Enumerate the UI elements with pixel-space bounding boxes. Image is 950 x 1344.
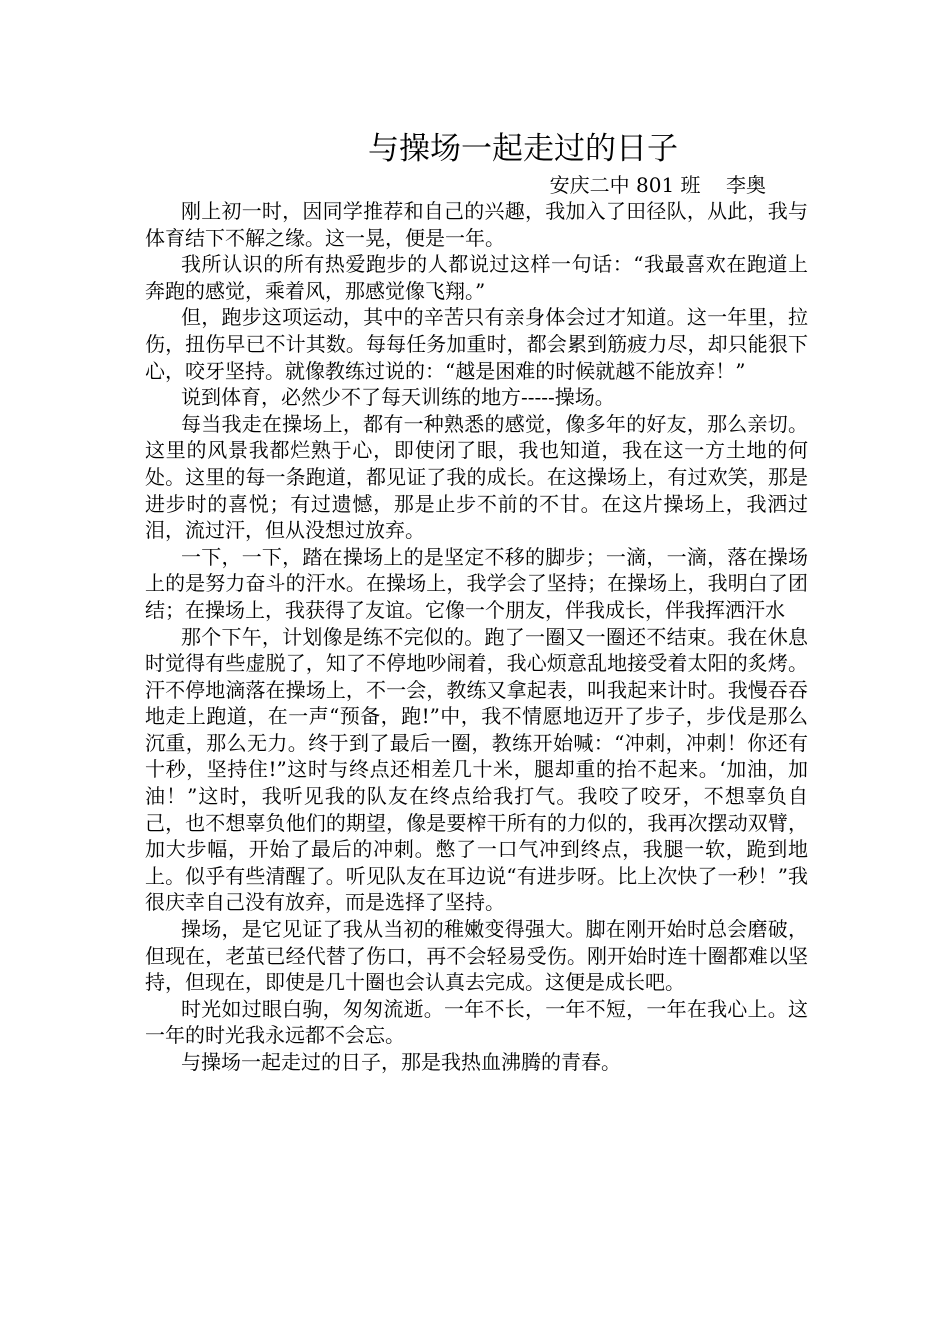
author-byline: 安庆二中 801 班 李奥 bbox=[549, 173, 766, 197]
paragraph-10: 与操场一起走过的日子，那是我热血沸腾的青春。 bbox=[181, 1050, 621, 1074]
paragraph-1: 刚上初一时，因同学推荐和自己的兴趣，我加入了田径队，从此，我与体育结下不解之缘。这一晃，便是一年。 bbox=[145, 199, 808, 250]
paragraph-5: 每当我走在操场上，都有一种熟悉的感觉，像多年的好友，那么亲切。这里的风景我都烂熟于心，即使闭了眼，我也知道，我在这一方土地的何处。这里的每一条跑道，都见证了我的成长。在这操场上，有过欢笑，那是进步时的喜悦；有过遗憾，那是止步不前的不甘。在这片操场上，我洒过泪，流过汗，但从没想过放弃。 bbox=[145, 411, 808, 543]
document-title: 与操场一起走过的日子 bbox=[368, 131, 678, 167]
paragraph-2: 我所认识的所有热爱跑步的人都说过这样一句话：“我最喜欢在跑道上奔跑的感觉，乘着风，那感觉像飞翔。” bbox=[145, 252, 808, 303]
paragraph-8: 操场，是它见证了我从当初的稚嫩变得强大。脚在刚开始时总会磨破，但现在，老茧已经代替了伤口，再不会轻易受伤。刚开始时连十圈都难以坚持，但现在，即使是几十圈也会认真去完成。这便是成长吧。 bbox=[145, 917, 808, 995]
paragraph-4: 说到体育，必然少不了每天训练的地方-----操场。 bbox=[181, 385, 615, 410]
paragraph-9: 时光如过眼白驹，匆匆流逝。一年不长，一年不短，一年在我心上。这一年的时光我永远都不会忘。 bbox=[145, 996, 808, 1048]
paragraph-7: 那个下午，计划像是练不完似的。跑了一圈又一圈还不结束。我在休息时觉得有些虚脱了，知了不停地吵闹着，我心烦意乱地接受着太阳的炙烤。汗不停地滴落在操场上，不一会，教练又拿起表，叫我起来计时。我慢吞吞地走上跑道，在一声“预备，跑!”中，我不情愿地迈开了步子，步伐是那么沉重，那么无力。终于到了最后一圈，教练开始喊：“冲刺，冲刺！你还有十秒，坚持住!”这时与终点还相差几十米，腿却重的抬不起来。‘加油，加油！”这时，我听见我的队友在终点给我打气。我咬了咬牙，不想辜负自己，也不想辜负他们的期望，像是要榨干所有的力似的，我再次摆动双臂，加大步幅，开始了最后的冲刺。憋了一口气冲到终点，我腿一软，跪到地上。似乎有些清醒了。听见队友在耳边说“有进步呀。比上次快了一秒！”我很庆幸自己没有放弃，而是选择了坚持。 bbox=[145, 624, 808, 915]
paragraph-3: 但，跑步这项运动，其中的辛苦只有亲身体会过才知道。这一年里，拉伤，扭伤早已不计其数。每每任务加重时，都会累到筋疲力尽，却只能狠下心，咬牙坚持。就像教练过说的：“越是困难的时候就越不能放弃！” bbox=[145, 305, 808, 383]
document-body bbox=[145, 198, 808, 1076]
paragraph-6: 一下，一下，踏在操场上的是坚定不移的脚步；一滴，一滴，落在操场上的是努力奋斗的汗水。在操场上，我学会了坚持；在操场上，我明白了团结；在操场上，我获得了友谊。它像一个朋友，伴我成长，伴我挥洒汗水 bbox=[145, 544, 808, 622]
